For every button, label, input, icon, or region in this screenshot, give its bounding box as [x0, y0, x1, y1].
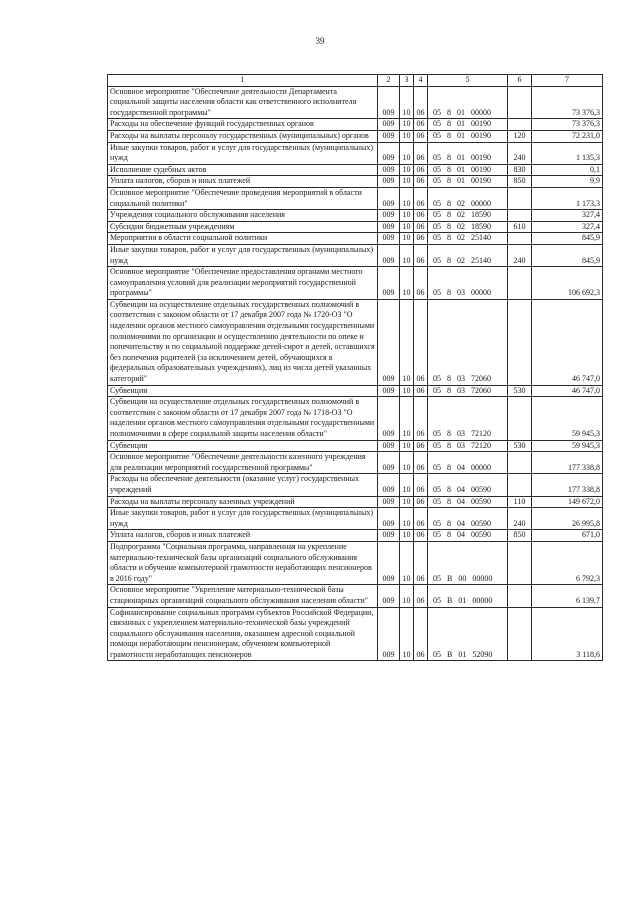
- subsection-code: 06: [414, 541, 428, 584]
- ved-code: 009: [378, 176, 400, 188]
- ved-code: 009: [378, 119, 400, 131]
- row-name: Иные закупки товаров, работ и услуг для государственных (муниципальных) нужд: [108, 244, 378, 266]
- expense-type-code: [508, 585, 532, 607]
- target-article-code: 05 8 04 00590: [428, 474, 508, 496]
- amount: 177 338,8: [532, 452, 603, 474]
- ved-code: 009: [378, 86, 400, 119]
- table-row: [108, 508, 603, 530]
- expense-type-code: 850: [508, 176, 532, 188]
- table-row: [108, 530, 603, 542]
- target-article-code: 05 8 03 72060: [428, 385, 508, 397]
- subsection-code: 06: [414, 474, 428, 496]
- target-article-code: 05 8 01 00190: [428, 176, 508, 188]
- section-code: 10: [400, 233, 414, 245]
- row-name: Исполнение судебных актов: [108, 164, 378, 176]
- target-article-code: 05 8 01 00190: [428, 130, 508, 142]
- amount: 327,4: [532, 210, 603, 222]
- expense-type-code: [508, 86, 532, 119]
- row-name: Иные закупки товаров, работ и услуг для государственных (муниципальных) нужд: [108, 142, 378, 164]
- subsection-code: 06: [414, 585, 428, 607]
- amount: 26 995,8: [532, 508, 603, 530]
- row-name: Расходы на обеспечение функций государственных органов: [108, 119, 378, 131]
- header-cell: 1: [108, 75, 378, 87]
- amount: 177 338,8: [532, 474, 603, 496]
- section-code: 10: [400, 142, 414, 164]
- table-row: [108, 397, 603, 440]
- target-article-code: 05 8 01 00190: [428, 119, 508, 131]
- row-name: Расходы на выплаты персоналу казенных учреждений: [108, 496, 378, 508]
- ved-code: 009: [378, 452, 400, 474]
- row-name: Основное мероприятие "Укрепление материально-технической базы стационарных организаций социального обслуживания населения области": [108, 585, 378, 607]
- row-name: Субсидии бюджетным учреждениям: [108, 221, 378, 233]
- target-article-code: 05 В 01 52090: [428, 607, 508, 661]
- subsection-code: 06: [414, 221, 428, 233]
- amount: 46 747,0: [532, 385, 603, 397]
- expense-type-code: 240: [508, 142, 532, 164]
- table-row: [108, 585, 603, 607]
- amount: 671,0: [532, 530, 603, 542]
- expense-type-code: [508, 452, 532, 474]
- ved-code: 009: [378, 541, 400, 584]
- target-article-code: 05 8 03 72060: [428, 299, 508, 385]
- amount: 149 672,0: [532, 496, 603, 508]
- amount: 46 747,0: [532, 299, 603, 385]
- amount: 327,4: [532, 221, 603, 233]
- amount: 6 792,3: [532, 541, 603, 584]
- target-article-code: 05 В 00 00000: [428, 541, 508, 584]
- table-row: [108, 164, 603, 176]
- row-name: Субвенции: [108, 385, 378, 397]
- expense-type-code: [508, 233, 532, 245]
- target-article-code: 05 В 01 00000: [428, 585, 508, 607]
- expense-type-code: [508, 119, 532, 131]
- expense-type-code: [508, 299, 532, 385]
- expense-type-code: [508, 267, 532, 300]
- subsection-code: 06: [414, 607, 428, 661]
- expense-type-code: 120: [508, 130, 532, 142]
- ved-code: 009: [378, 187, 400, 209]
- subsection-code: 06: [414, 233, 428, 245]
- expense-type-code: 530: [508, 440, 532, 452]
- header-cell: 2: [378, 75, 400, 87]
- target-article-code: 05 8 02 18590: [428, 221, 508, 233]
- table-row: [108, 86, 603, 119]
- ved-code: 009: [378, 299, 400, 385]
- subsection-code: 06: [414, 244, 428, 266]
- ved-code: 009: [378, 508, 400, 530]
- ved-code: 009: [378, 233, 400, 245]
- subsection-code: 06: [414, 187, 428, 209]
- table-row: [108, 440, 603, 452]
- amount: 9,9: [532, 176, 603, 188]
- section-code: 10: [400, 385, 414, 397]
- table-row: [108, 233, 603, 245]
- page-number: 39: [315, 36, 325, 46]
- ved-code: 009: [378, 585, 400, 607]
- target-article-code: 05 8 01 00000: [428, 86, 508, 119]
- table-row: [108, 474, 603, 496]
- ved-code: 009: [378, 474, 400, 496]
- expense-type-code: [508, 397, 532, 440]
- subsection-code: 06: [414, 385, 428, 397]
- table-row: [108, 210, 603, 222]
- amount: 59 945,3: [532, 440, 603, 452]
- target-article-code: 05 8 02 25140: [428, 244, 508, 266]
- subsection-code: 06: [414, 496, 428, 508]
- expense-type-code: [508, 607, 532, 661]
- ved-code: 009: [378, 440, 400, 452]
- amount: 845,9: [532, 233, 603, 245]
- ved-code: 009: [378, 210, 400, 222]
- row-name: Иные закупки товаров, работ и услуг для государственных (муниципальных) нужд: [108, 508, 378, 530]
- table-row: [108, 130, 603, 142]
- table-row: [108, 267, 603, 300]
- header-row: [108, 75, 603, 87]
- expense-type-code: [508, 187, 532, 209]
- table-row: [108, 176, 603, 188]
- subsection-code: 06: [414, 130, 428, 142]
- ved-code: 009: [378, 530, 400, 542]
- section-code: 10: [400, 119, 414, 131]
- expense-type-code: 240: [508, 508, 532, 530]
- row-name: Основное мероприятие "Обеспечение деятельности казенного учреждения для реализации мероприятий государственной программы": [108, 452, 378, 474]
- subsection-code: 06: [414, 299, 428, 385]
- expense-type-code: [508, 474, 532, 496]
- row-name: Субвенции на осуществление отдельных государственных полномочий в соответствии с законом области от 17 декабря 2007 года № 1720-ОЗ "О наделении органов местного самоуправления отдельными государственными полномочиями по организации и осуществлению деятельности по опеке и попечительству и по социальной поддержке детей-сирот и детей, оставшихся без попечения родителей (за исключением детей, обучающихся в федеральных образовательных учреждениях), лиц из числа детей указанных категорий": [108, 299, 378, 385]
- ved-code: 009: [378, 496, 400, 508]
- ved-code: 009: [378, 164, 400, 176]
- target-article-code: 05 8 01 00190: [428, 142, 508, 164]
- target-article-code: 05 8 04 00590: [428, 496, 508, 508]
- section-code: 10: [400, 530, 414, 542]
- ved-code: 009: [378, 244, 400, 266]
- row-name: Учреждения социального обслуживания населения: [108, 210, 378, 222]
- expense-type-code: 850: [508, 530, 532, 542]
- ved-code: 009: [378, 142, 400, 164]
- section-code: 10: [400, 474, 414, 496]
- amount: 59 945,3: [532, 397, 603, 440]
- amount: 73 376,3: [532, 119, 603, 131]
- subsection-code: 06: [414, 142, 428, 164]
- target-article-code: 05 8 04 00590: [428, 508, 508, 530]
- row-name: Расходы на выплаты персоналу государственных (муниципальных) органов: [108, 130, 378, 142]
- row-name: Основное мероприятие "Обеспечение проведения мероприятий в области социальной политики": [108, 187, 378, 209]
- budget-table: [107, 74, 603, 661]
- row-name: Подпрограмма "Социальная программа, направленная на укрепление материально-технической базы организаций социального обслуживания области и обучение компьютерной грамотности неработающих пенсионеров в 2016 году": [108, 541, 378, 584]
- section-code: 10: [400, 86, 414, 119]
- table-row: [108, 221, 603, 233]
- section-code: 10: [400, 221, 414, 233]
- section-code: 10: [400, 607, 414, 661]
- subsection-code: 06: [414, 86, 428, 119]
- amount: 3 118,6: [532, 607, 603, 661]
- table-row: [108, 244, 603, 266]
- subsection-code: 06: [414, 119, 428, 131]
- target-article-code: 05 8 02 00000: [428, 187, 508, 209]
- section-code: 10: [400, 440, 414, 452]
- target-article-code: 05 8 03 72120: [428, 440, 508, 452]
- ved-code: 009: [378, 267, 400, 300]
- row-name: Уплата налогов, сборов и иных платежей: [108, 176, 378, 188]
- row-name: Субвенции: [108, 440, 378, 452]
- table-row: [108, 541, 603, 584]
- expense-type-code: [508, 210, 532, 222]
- target-article-code: 05 8 04 00590: [428, 530, 508, 542]
- target-article-code: 05 8 02 25140: [428, 233, 508, 245]
- table-row: [108, 142, 603, 164]
- row-name: Расходы на обеспечение деятельности (оказание услуг) государственных учреждений: [108, 474, 378, 496]
- ved-code: 009: [378, 130, 400, 142]
- section-code: 10: [400, 176, 414, 188]
- amount: 106 692,3: [532, 267, 603, 300]
- ved-code: 009: [378, 397, 400, 440]
- row-name: Основное мероприятие "Обеспечение деятельности Департамента социальной защиты населения области как ответственного исполнителя государственной программы": [108, 86, 378, 119]
- section-code: 10: [400, 267, 414, 300]
- section-code: 10: [400, 496, 414, 508]
- subsection-code: 06: [414, 397, 428, 440]
- target-article-code: 05 8 04 00000: [428, 452, 508, 474]
- expense-type-code: 240: [508, 244, 532, 266]
- table-row: [108, 496, 603, 508]
- header-cell: 4: [414, 75, 428, 87]
- section-code: 10: [400, 299, 414, 385]
- amount: 73 376,3: [532, 86, 603, 119]
- section-code: 10: [400, 452, 414, 474]
- row-name: Уплата налогов, сборов и иных платежей: [108, 530, 378, 542]
- table-row: [108, 187, 603, 209]
- subsection-code: 06: [414, 440, 428, 452]
- header-cell: 3: [400, 75, 414, 87]
- ved-code: 009: [378, 385, 400, 397]
- section-code: 10: [400, 210, 414, 222]
- amount: 0,1: [532, 164, 603, 176]
- target-article-code: 05 8 03 72120: [428, 397, 508, 440]
- subsection-code: 06: [414, 164, 428, 176]
- subsection-code: 06: [414, 210, 428, 222]
- table-row: [108, 299, 603, 385]
- amount: 6 139,7: [532, 585, 603, 607]
- target-article-code: 05 8 01 00190: [428, 164, 508, 176]
- table-row: [108, 385, 603, 397]
- expense-type-code: [508, 541, 532, 584]
- table-row: [108, 607, 603, 661]
- subsection-code: 06: [414, 452, 428, 474]
- row-name: Софинансирование социальных программ субъектов Российской Федерации, связанных с укреплением материально-технической базы учреждений социального обслуживания населения, оказанием адресной социальной помощи неработающим пенсионерам, обучением компьютерной грамотности неработающих пенсионеров: [108, 607, 378, 661]
- amount: 1 135,3: [532, 142, 603, 164]
- section-code: 10: [400, 244, 414, 266]
- amount: 845,9: [532, 244, 603, 266]
- expense-type-code: 530: [508, 385, 532, 397]
- target-article-code: 05 8 02 18590: [428, 210, 508, 222]
- expense-type-code: 830: [508, 164, 532, 176]
- table-row: [108, 119, 603, 131]
- row-name: Субвенции на осуществление отдельных государственных полномочий в соответствии с законом области от 17 декабря 2007 года № 1718-ОЗ "О наделении органов местного самоуправления отдельными государственными полномочиями в сфере социальной защиты населения области": [108, 397, 378, 440]
- section-code: 10: [400, 187, 414, 209]
- header-cell: 7: [532, 75, 603, 87]
- subsection-code: 06: [414, 508, 428, 530]
- subsection-code: 06: [414, 267, 428, 300]
- section-code: 10: [400, 508, 414, 530]
- header-cell: 5: [428, 75, 508, 87]
- table-row: [108, 452, 603, 474]
- section-code: 10: [400, 164, 414, 176]
- target-article-code: 05 8 03 00000: [428, 267, 508, 300]
- ved-code: 009: [378, 607, 400, 661]
- header-cell: 6: [508, 75, 532, 87]
- amount: 1 173,3: [532, 187, 603, 209]
- row-name: Основное мероприятие "Обеспечение предоставления органами местного самоуправления условий для реализации мероприятий государственной программы": [108, 267, 378, 300]
- amount: 72 231,0: [532, 130, 603, 142]
- section-code: 10: [400, 130, 414, 142]
- subsection-code: 06: [414, 530, 428, 542]
- expense-type-code: 610: [508, 221, 532, 233]
- expense-type-code: 110: [508, 496, 532, 508]
- section-code: 10: [400, 585, 414, 607]
- ved-code: 009: [378, 221, 400, 233]
- row-name: Мероприятия в области социальной политики: [108, 233, 378, 245]
- section-code: 10: [400, 397, 414, 440]
- subsection-code: 06: [414, 176, 428, 188]
- section-code: 10: [400, 541, 414, 584]
